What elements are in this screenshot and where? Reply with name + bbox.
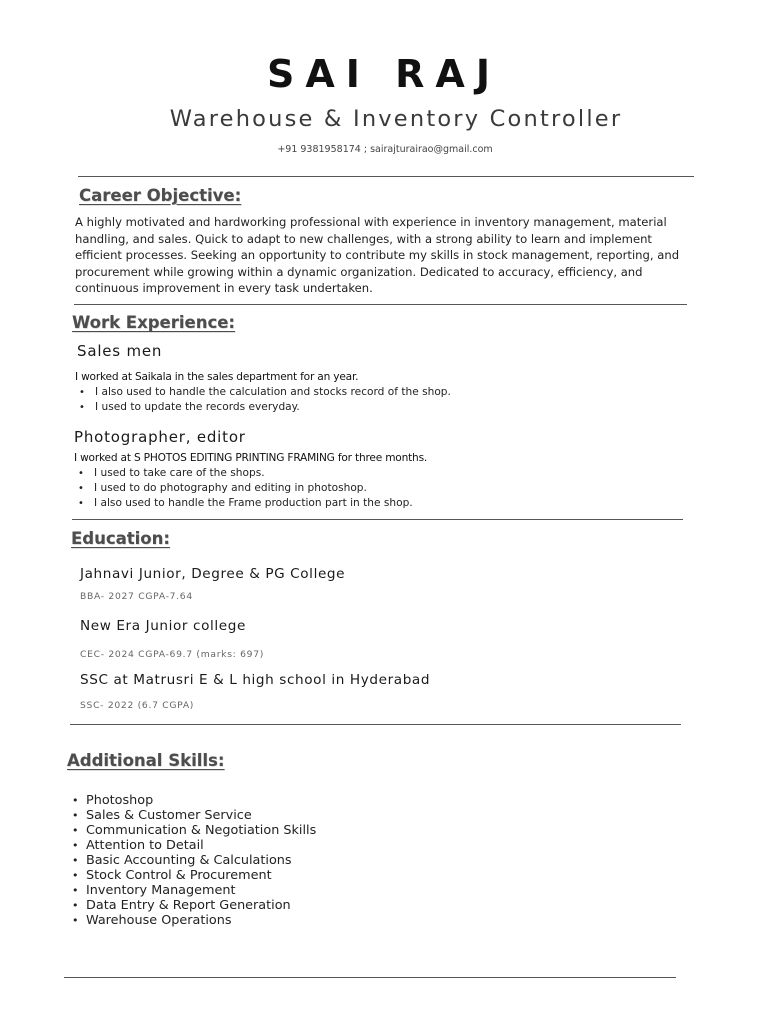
bullet-icon: • [72,809,79,822]
list-item: • Inventory Management [72,883,236,898]
education-entry-new-era: New Era Junior college [80,618,246,634]
contact-info: +91 9381958174 ; sairajturairao@gmail.com [277,144,493,155]
additional-skills-heading: Additional Skills: [67,751,225,770]
career-objective-heading: Career Objective: [79,186,242,205]
bullet-icon: • [72,914,79,927]
work-experience-heading: Work Experience: [72,313,236,332]
list-item: • Sales & Customer Service [72,808,252,823]
list-item: • Photoshop [72,793,154,808]
list-item: • I used to update the records everyday. [79,401,300,413]
job-summary-photographer: I worked at S PHOTOS EDITING PRINTING FRAMING for three months. [74,452,428,464]
education-divider [70,724,681,725]
experience-divider [72,519,683,520]
bullet-icon: • [72,869,79,882]
education-detail-ssc: SSC- 2022 (6.7 CGPA) [80,700,195,711]
list-item: • Attention to Detail [72,838,204,853]
list-item: • Stock Control & Procurement [72,868,272,883]
list-item: • I used to take care of the shops. [78,467,265,479]
bullet-icon: • [72,899,79,912]
bullet-icon: • [78,468,84,479]
list-item: • I used to do photography and editing in photoshop. [78,482,367,494]
job-title: Warehouse & Inventory Controller [169,106,623,132]
bullet-icon: • [72,794,79,807]
list-item: • Warehouse Operations [72,913,232,928]
bullet-icon: • [72,824,79,837]
bullet-icon: • [79,402,85,413]
bullet-icon: • [72,884,79,897]
job-title-sales: Sales men [77,342,163,360]
bullet-icon: • [78,498,84,509]
list-item: • Data Entry & Report Generation [72,898,291,913]
skills-list [66,793,466,928]
bullet-icon: • [72,839,79,852]
list-item: • Communication & Negotiation Skills [72,823,317,838]
list-item: • I also used to handle the Frame production part in the shop. [78,497,413,509]
education-entry-ssc: SSC at Matrusri E & L high school in Hyderabad [80,672,431,688]
bullet-icon: • [72,854,79,867]
job-title-photographer: Photographer, editor [74,428,246,446]
candidate-name: SAI RAJ [267,52,501,96]
job-summary-sales: I worked at Saikala in the sales department for an year. [75,371,359,383]
header-divider [78,176,694,177]
career-objective-text: A highly motivated and hardworking professional with experience in inventory management, material handling, and sales. Quick to adapt to new challenges, with a strong ability to learn and implement efficient processes. Seeking an opportunity to contribute my skills in stock management, reporting, and procurement while growing within a dynamic organization. Dedicated to accuracy, efficiency, and continuous improvement in every task undertaken. [75,215,680,295]
footer-divider [64,977,676,978]
objective-divider [74,304,687,305]
bullet-icon: • [78,483,84,494]
list-item: • Basic Accounting & Calculations [72,853,292,868]
job-bullets-sales [75,385,675,415]
education-detail-jahnavi: BBA- 2027 CGPA-7.64 [80,591,193,602]
bullet-icon: • [79,387,85,398]
education-detail-new-era: CEC- 2024 CGPA-69.7 (marks: 697) [80,649,265,660]
list-item: • I also used to handle the calculation and stocks record of the shop. [79,386,451,398]
job-bullets-photographer [74,466,674,511]
education-heading: Education: [71,529,170,548]
education-entry-jahnavi: Jahnavi Junior, Degree & PG College [80,566,346,582]
